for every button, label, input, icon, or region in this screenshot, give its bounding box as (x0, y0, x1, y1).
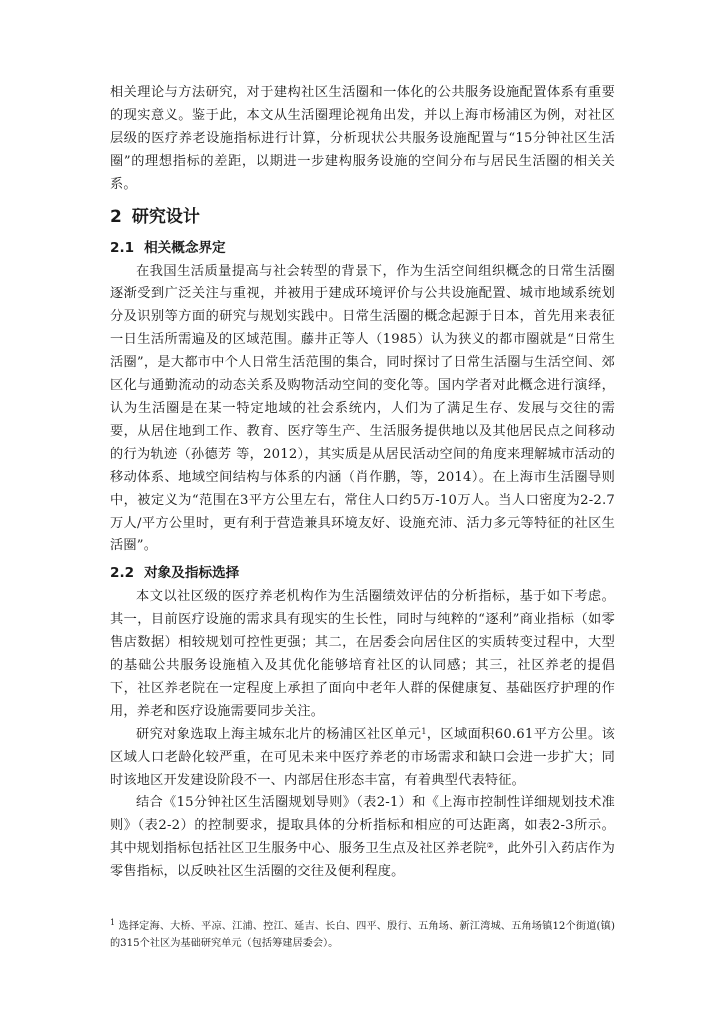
section-2-title: 研究设计 (131, 206, 200, 227)
section-2-number: 2 (110, 206, 122, 227)
footnote-marker: 1 (110, 918, 116, 928)
footnote-ref-2[interactable]: ② (486, 841, 494, 851)
indicator-paragraph: 本文以社区级的医疗养老机构作为生活圈绩效评估的分析指标，基于如下考虑。其一，目前医疗设施的需求具有现实的生长性，同时与纯粹的“逐利”商业指标（如零售店数据）相较规划可控性更强；其二，在居委会向居住区的实质转变过程中，大型的基础公共服务设施植入及其优化能够培育社区的认同感；其三，社区养老的提倡下，社区养老院在一定程度上承担了面向中老年人群的保健康复、基础医疗护理的作用，养老和医疗设施需要同步关注。 (110, 589, 615, 719)
section-2-1-title: 相关概念界定 (144, 239, 226, 256)
section-2-1-heading (110, 237, 615, 259)
study-area-paragraph (110, 724, 615, 793)
study-area-text-a: 研究对象选取上海主城东北片的杨浦区社区单元 (136, 726, 422, 742)
metrics-text-a: 结合《15分钟社区生活圈规划导则》（表2-1）和《上海市控制性详细规划技术准则》（表2-2）的控制要求，提取具体的分析指标和相应的可达距离，如表2-3所示。其中规划指标包括社区卫生服务中心、服务卫生点及社区养老院 (110, 795, 615, 857)
section-2-2-title: 对象及指标选择 (144, 565, 240, 582)
intro-paragraph: 相关理论与方法研究，对于建构社区生活圈和一体化的公共服务设施配置体系有重要的现实意义。鉴于此，本文从生活圈理论视角出发，并以上海市杨浦区为例，对社区层级的医疗养老设施指标进行计算，分析现状公共服务设施配置与“15分钟社区生活圈”的理想指标的差距，以期进一步建构服务设施的空间分布与居民生活圈的相关关系。 (110, 85, 615, 192)
section-2-heading (110, 205, 615, 229)
metrics-text-b: ，此外引入药店作为零售指标，以反映社区生活圈的交往及便利程度。 (110, 841, 615, 880)
section-2-2-number: 2.2 (110, 565, 135, 582)
section-2-1-number: 2.1 (110, 239, 135, 256)
metrics-paragraph (110, 792, 615, 884)
study-area-text-b: ，区域面积60.61平方公里。该区域人口老龄化较严重，在可见未来中医疗养老的市场需求和缺口会进一步扩大；同时该地区开发建设阶段不一、内部居住形态丰富，有着典型代表特征。 (110, 726, 616, 788)
footnote-text: 选择定海、大桥、平凉、江浦、控江、延吉、长白、四平、殷行、五角场、新江湾城、五角场镇12个街道(镇)的315个社区为基础研究单元（包括筹建居委会）。 (110, 921, 615, 950)
page-content (110, 82, 615, 952)
footnote (110, 918, 615, 952)
concept-paragraph: 在我国生活质量提高与社会转型的背景下，作为生活空间组织概念的日常生活圈逐渐受到广泛关注与重视，并被用于建成环境评价与公共设施配置、城市地域系统划分及识别等方面的研究与规划实践中。日常生活圈的概念起源于日本，首先用来表征一日生活所需遍及的区域范围。藤井正等人（1985）认为狭义的都市圈就是“日常生活圈”，是大都市中个人日常生活范围的集合，同时探讨了日常生活圈与生活空间、郊区化与通勤流动的动态关系及购物活动空间的变化等。国内学者对此概念进行演绎，认为生活圈是在某一特定地域的社会系统内，人们为了满足生存、发展与交往的需要，从居住地到工作、教育、医疗等生产、生活服务提供地以及其他居民点之间移动的行为轨迹（孙德芳 等，2012），其实质是从居民活动空间的角度来理解城市活动的移动体系、地域空间结构与体系的内涵（肖作鹏，等，2014）。在上海市生活圈导则中，被定义为“范围在3平方公里左右，常住人口约5万-10万人。当人口密度为2-2.7万人/平方公里时，更有利于营造兼具环境友好、设施充沛、活力多元等特征的社区生活圈”。 (110, 263, 615, 554)
section-2-2-heading (110, 562, 615, 584)
footnote-ref-1[interactable]: 1 (421, 726, 427, 736)
